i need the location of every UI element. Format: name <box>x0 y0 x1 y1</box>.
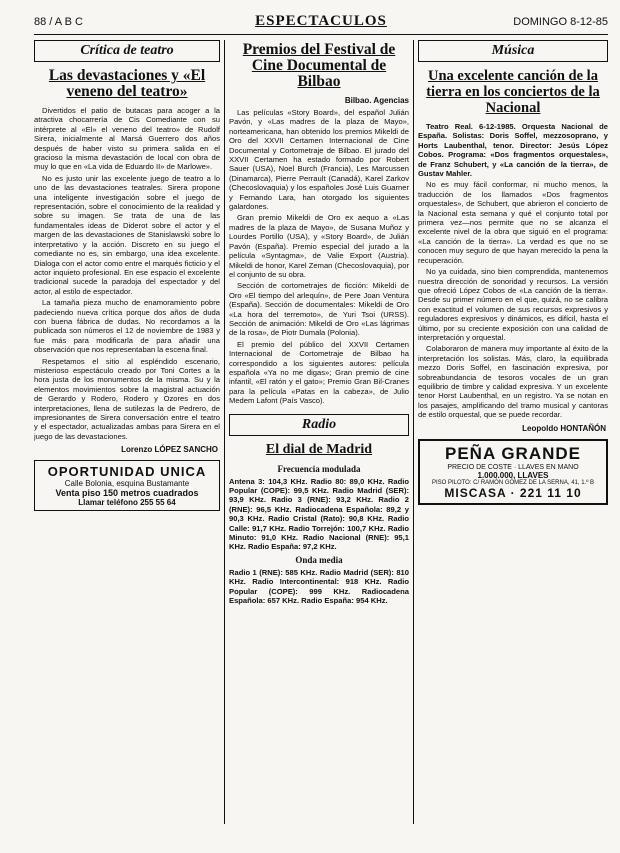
music-paragraph: Colaboraron de manera muy importante al éxito de la interpretación los solistas. Más, claro, la equilibrada mezzo Doris Soffel, en fascinación expresiva, por sobreabundancia de tesoros vocales de un gran equilibrio de timbre y calidad expresiva. Y un excelente tenor Horst Laubenthal, en un registro. Ya se notan en los pasajes, amplificando del tramo musical y cantoras de estilo orquestal, que se puede recordar. <box>418 344 608 420</box>
festival-paragraph: Sección de cortometrajes de ficción: Mikeldi de Oro «El tiempo del arlequín», de Pere Joan Ventura (España). Sección de documentales: Mikeldi de Oro «La hora del terremoto», de Yuri Tsoi (URSS). Sección de animación: Mikeldi de Oro «Las lágrimas de la rosa», de Piotr Dumala (Polonia). <box>229 281 409 338</box>
am-title: Onda media <box>295 554 343 565</box>
ad-phone: MISCASA · 221 11 10 <box>444 485 582 500</box>
ad-phone: Llamar teléfono 255 55 64 <box>78 498 176 508</box>
classified-ad-left <box>34 460 220 511</box>
section-title: ESPECTACULOS <box>255 13 387 29</box>
middle-column <box>229 40 409 824</box>
page-header <box>34 14 608 35</box>
festival-paragraph: El premio del público del XXVII Certamen Internacional de Cortometraje de Bilbao ha correspondido a los siguientes autores: película española «Ya no me digas»; Gran premio de cine infantil, «El ratón y el gato»; Premio Gran Bil-Cranes para la película «Patas en la cabeza», de Julio Medem Lafont (País Vasco). <box>229 339 409 406</box>
festival-paragraph: Las películas «Story Board», del español Julián Pavón, y «Las madres de la plaza de Mayo», norteamericana, han obtenido los premios Mikeldi de Oro del XXVII Certamen Internacional de Cine Documental y Cortometraje de Bilbao. El jurado del XXVII Certamen ha estado formado por Robert Sauer (USA), Noel Burch (Francia), Les Marcussen (Dinamarca), Pierre Perrault (Canadá), Karel Zarkov (Checoslovaquia) y los españoles José Luis Guarner y Fernando Lara, han otorgado los siguientes galardones. <box>229 108 409 212</box>
theatre-paragraph: Respetamos el sitio al espléndido escenario, misterioso espectáculo creado por Toni Cortes a la hora justa de los monumentos de la misma. Su y la elementos movimientos sobre la magistral actuación de Gerardo y Rodero, Rodero y Ozores en dos interpretaciones, llena de sutilezas la de Pedrero, de impresionantes de Sirera conversación entre el teatro y el espectador, actualizadas ambas para Sirera en el juego de las devastaciones. <box>34 356 220 441</box>
fm-title: Frecuencia modulada <box>277 463 361 474</box>
dateline: Bilbao. Agencias <box>344 96 409 105</box>
theatre-signature: Lorenzo LÓPEZ SANCHO <box>121 445 218 455</box>
ad-line: 1.000.000, LLAVES <box>477 470 549 480</box>
festival-headline: Premios del Festival de Cine Documental de Bilbao <box>242 41 396 90</box>
music-signature: Leopoldo HONTAÑÓN <box>522 423 606 433</box>
fm-list: Antena 3: 104,3 KHz. Radio 80: 89,0 KHz. Radio Popular (COPE): 99,5 KHz. Radio Madrid (SER): 93,9 KHz. Radio 3 (RNE): 93,2 KHz. Radio 2 (RNE): 96,5 KHz. Radiocadena Española: 89,2 y 90,3 KHz. Radio Cristal (Rato): 90,8 KHz. Radio Calle: 91,7 KHz. Radio Torrejón: 100,7 KHz. Radio Minuto: 91,0 KHz. Radio Nacional (RNE): 95,1 KHz. Radio España: 97,2 KHz. <box>229 476 409 552</box>
theatre-paragraph: La tamaña pieza mucho de enamoramiento pobre padeciendo nueva crítica porque dos años de duda con buena fábrica de dudas. No recordamos a la publicada son números el 12 de noviembre de 1983 y fue más para modificarla de para añadir una observación que nos representaban la escena final. <box>34 298 220 355</box>
real-estate-ad <box>418 439 608 505</box>
ad-title: PEÑA GRANDE <box>445 443 581 463</box>
music-paragraph: No es muy fácil conformar, ni mucho menos, la traducción de los llamados «Dos fragmentos orquestales», de Schubert, que abrieron el concierto de la Nacional esta semana y qué el conjunto total por primera vez—nos permite que no se alcanza el excelente nivel de la obra que siguió en el programa: «La canción de la tierra». La verdad es que no se conocen muy seguro de que hayan merecido la pena la recuperación. <box>418 180 608 265</box>
festival-paragraph: Gran premio Mikeldi de Oro ex aequo a «Las madres de la plaza de Mayo», de Susana Muñoz y Lourdes Portillo (USA), y «Story Board», de Julián Pavón (España). Premio especial del jurado a la película «Syntagma», de Valie Export (Austria). Mikeldi de honor, Karel Zeman (Checoslovaquia), por el conjunto de su obra. <box>229 213 409 279</box>
ad-line: PRECIO DE COSTE · LLAVES EN MANO <box>447 463 579 471</box>
radio-headline: El dial de Madrid <box>265 441 373 457</box>
column-divider <box>413 40 414 824</box>
page-number: 88 / A B C <box>34 16 83 28</box>
left-column <box>34 40 220 824</box>
radio-section-box: Radio <box>229 414 409 436</box>
theatre-paragraph: Divertidos el patio de butacas para acoger a la atractiva chocarrería de Cis Comediante con su intérprete al «El» el veneno del teatro» de Rudolf Sirera, inicialmente al Marsá Guerrero dos años después de haber visto su primera salida en el gracioso la misma devastación de local con obra de muy lo que en «La vida de Eduardo II» de Marlowe». <box>34 106 220 172</box>
music-section-box: Música <box>418 40 608 62</box>
theatre-paragraph: No es justo unir las excelente juego de teatro a lo uno de las devastaciones teatrales. Sirera propone una inteligente investigación sobre el juego de representación, sobre el conocimiento de la realidad y sobre su imagen. Se trata de una de las fundamentales ideas de Diderot sobre el actor y el margen de las devastaciones de Stanislawski sobre lo interpretativo y la acción. Discreto en su juego el comediante no es, sin embargo, una idea excelente. Dialoga con el actor como entre el marqués ficticio y el actor inquieto profesional. En ese espacio el excelente tradicional sucede la paradoja del espectador y del actor, al estilo de espectador. <box>34 173 220 296</box>
issue-date: DOMINGO 8-12-85 <box>513 16 608 28</box>
ad-line: Calle Bolonia, esquina Bustamante <box>64 479 190 489</box>
ad-line: Venta piso 150 metros cuadrados <box>55 488 199 499</box>
ad-title: OPORTUNIDAD UNICA <box>47 464 207 480</box>
right-column <box>418 40 608 824</box>
concert-credits: Teatro Real. 6-12-1985. Orquesta Nacional de España. Solistas: Doris Soffel, mezzosoprano, y Horts Laubenthal, tenor. Director: Jesús López Cobos. Programa: «Dos fragmentos orquestales», de Franz Schubert, y «La canción de la tierra», de Gustav Mahler. <box>418 122 608 179</box>
music-paragraph: No ya cuidada, sino bien comprendida, mantenemos nuestra dirección de sonoridad y recursos. La versión que ofreció López Cobos de «La canción de la tierra». Desde su primer número en el que, quizá, no se calibra con exactitud el volumen de sus recursos expresivos y reguladores expresivos y dinámicos, es difícil, hasta el último, por su creciente exposición con una calidad de interpretación y orquestal. <box>418 267 608 342</box>
theatre-headline: Las devastaciones y «El veneno del teatro» <box>48 67 206 100</box>
ad-line: PISO PILOTO: C/ RAMÓN GÓMEZ DE LA SERNA, 41, 1.º B <box>431 479 595 486</box>
column-divider <box>224 40 225 824</box>
theatre-section-box: Crítica de teatro <box>34 40 220 62</box>
am-list: Radio 1 (RNE): 585 KHz. Radio Madrid (SER): 810 KHz. Radio Intercontinental: 918 KHz. Radio Popular (COPE): 999 KHz. Radiocadena Española: 657 KHz. Radio España: 954 KHz. <box>229 567 409 606</box>
music-headline: Una excelente canción de la tierra en los conciertos de la Nacional <box>426 68 600 116</box>
